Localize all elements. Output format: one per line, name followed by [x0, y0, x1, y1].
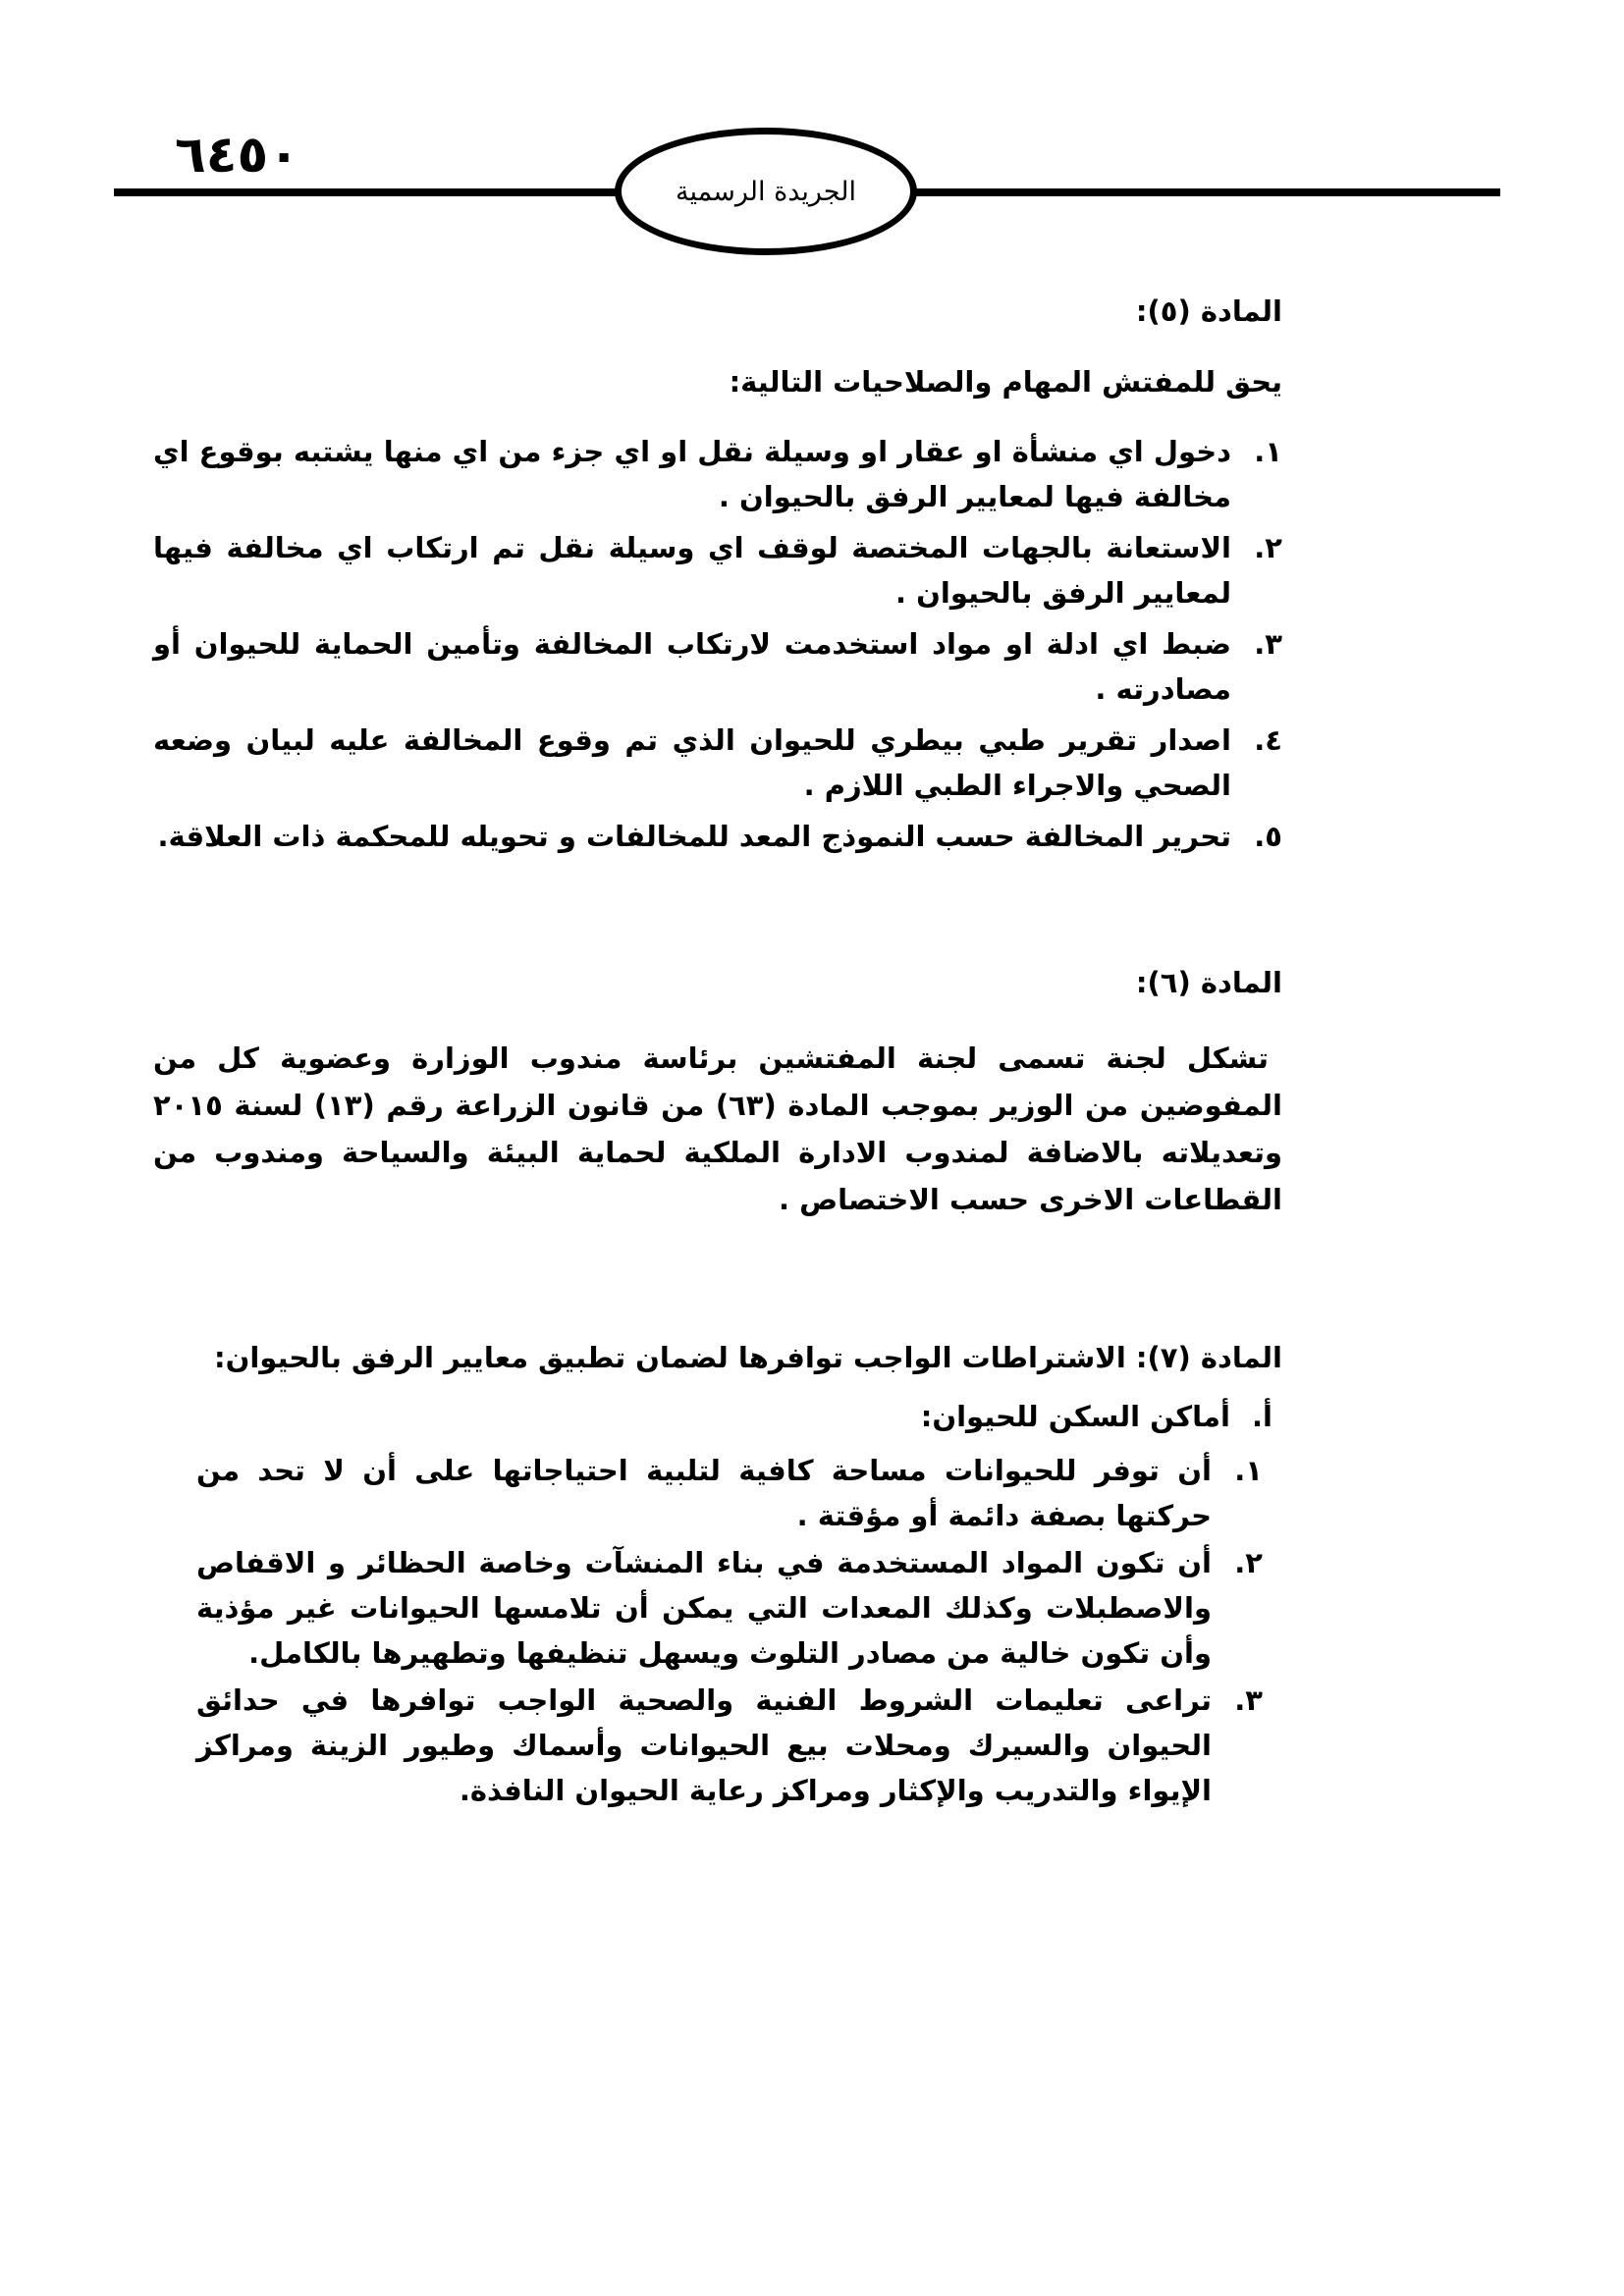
article5-item — [153, 621, 1282, 712]
item-number: ١. — [1234, 1454, 1263, 1487]
article5-intro: يحق للمفتش المهام والصلاحيات التالية: — [729, 365, 1282, 399]
item-text: تحرير المخالفة حسب النموذج المعد للمخالفات و تحويله للمحكمة ذات العلاقة. — [157, 820, 1231, 853]
article6-title: المادة (٦): — [1135, 966, 1282, 999]
article6-body-block — [153, 1035, 1282, 1223]
item-text: أن تكون المواد المستخدمة في بناء المنشآت وخاصة الحظائر و الاقفاص والاصطبلات وكذلك المعدات التي يمكن أن تلامسها الحيوانات غير مؤذية وأن تكون خالية من مصادر التلوث ويسهل تنظيفها وتطهيرها بالكامل. — [196, 1546, 1212, 1670]
article5-list — [153, 429, 1282, 859]
item-number: ١. — [1254, 435, 1282, 468]
page-number: ٦٤٥٠ — [175, 126, 299, 185]
item-text: تراعى تعليمات الشروط الفنية والصحية الواجب توافرها في حدائق الحيوان والسيرك ومحلات بيع الحيوانات وأسماك وطيور الزينة ومراكز الإيواء والتدريب والإكثار ومراكز رعاية الحيوان النافذة. — [196, 1683, 1212, 1807]
item-number: ٤. — [1254, 723, 1282, 757]
item-number: ٢. — [1254, 531, 1282, 564]
gazette-title-oval — [615, 128, 917, 255]
gazette-title: الجريدة الرسمية — [676, 176, 856, 207]
item-text: ضبط اي ادلة او مواد استخدمت لارتكاب المخالفة وتأمين الحماية للحيوان أو مصادرته . — [153, 627, 1231, 706]
article5-item — [153, 525, 1282, 615]
item-number: ٥. — [1254, 820, 1282, 853]
article5-item — [153, 718, 1282, 808]
item-text: اصدار تقرير طبي بيطري للحيوان الذي تم وقوع المخالفة عليه لبيان وضعه الصحي والاجراء الطبي اللازم . — [153, 723, 1231, 802]
article5-title: المادة (٥): — [1135, 294, 1282, 328]
section-letter: أ. — [1252, 1400, 1272, 1433]
item-text: الاستعانة بالجهات المختصة لوقف اي وسيلة نقل تم ارتكاب اي مخالفة فيها لمعايير الرفق بالحيوان . — [153, 531, 1231, 610]
header-rule-left — [114, 188, 624, 196]
header-rule-right — [913, 188, 1500, 196]
article7-title: المادة (٧): الاشتراطات الواجب توافرها لضمان تطبيق معايير الرفق بالحيوان: — [213, 1341, 1282, 1374]
article5-item — [153, 814, 1282, 859]
item-text: أن توفر للحيوانات مساحة كافية لتلبية احتياجاتها على أن لا تحد من حركتها بصفة دائمة أو مؤقتة . — [196, 1454, 1212, 1532]
article6-body: تشكل لجنة تسمى لجنة المفتشين برئاسة مندوب الوزارة وعضوية كل من المفوضين من الوزير بموجب المادة (٦٣) من قانون الزراعة رقم (١٣) لسنة ٢٠١٥ وتعديلاته بالاضافة لمندوب الادارة الملكية لحماية البيئة والسياحة ومندوب من القطاعات الاخرى حسب الاختصاص . — [153, 1041, 1282, 1216]
article7-item — [196, 1448, 1263, 1538]
item-text: دخول اي منشأة او عقار او وسيلة نقل او اي جزء من اي منها يشتبه بوقوع اي مخالفة فيها لمعايير الرفق بالحيوان . — [153, 435, 1231, 513]
item-number: ٢. — [1234, 1546, 1263, 1579]
article7-item — [196, 1540, 1263, 1676]
item-number: ٣. — [1254, 627, 1282, 661]
article5-item — [153, 429, 1282, 519]
item-number: ٣. — [1234, 1683, 1263, 1717]
article7-list — [196, 1448, 1263, 1813]
article7-item — [196, 1678, 1263, 1813]
section-title: أماكن السكن للحيوان: — [920, 1400, 1230, 1433]
article7-section-a — [921, 1394, 1272, 1439]
